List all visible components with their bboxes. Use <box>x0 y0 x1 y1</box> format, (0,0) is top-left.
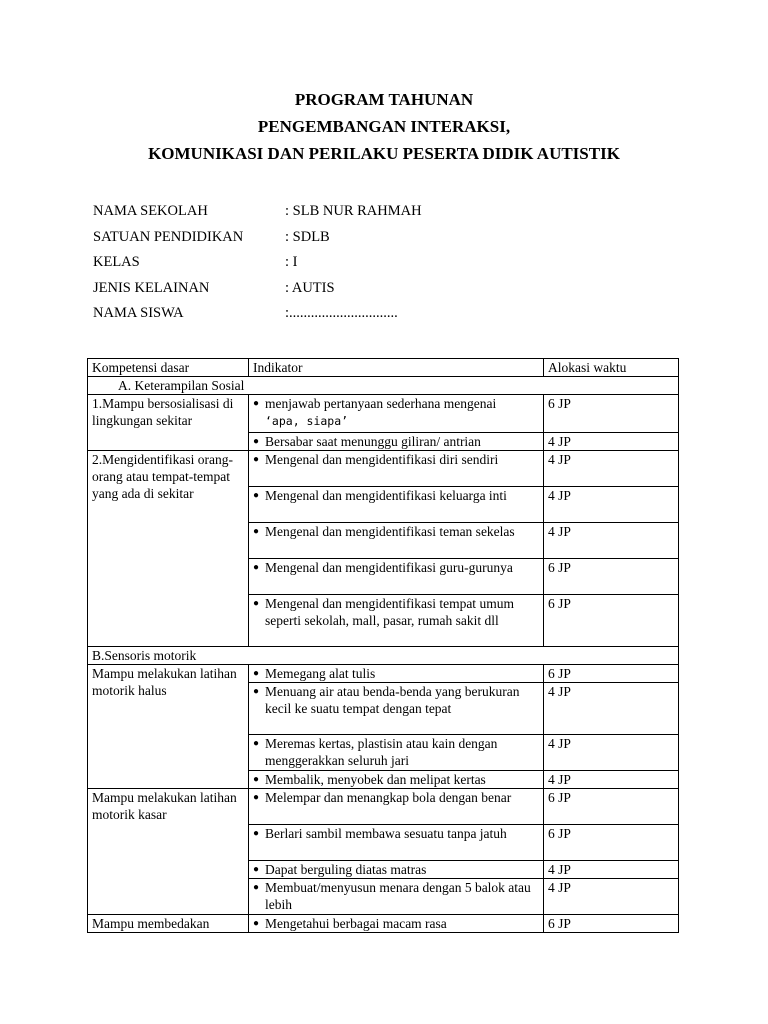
info-row-class <box>93 250 422 276</box>
indicator-cell <box>249 789 544 825</box>
title-line-1: PROGRAM TAHUNAN <box>294 90 474 109</box>
indicator-cell <box>249 523 544 559</box>
indicator-cell <box>249 861 544 879</box>
indicator-cell <box>249 683 544 735</box>
bullet-icon: ● <box>253 454 260 465</box>
indicator-cell <box>249 559 544 595</box>
indicator-text: Membuat/menyusun menara dengan 5 balok atau lebih <box>265 880 531 912</box>
indicator-text: Mengenal dan mengidentifikasi guru-gurunya <box>265 560 513 575</box>
indicator-cell <box>249 595 544 647</box>
bullet-icon: ● <box>253 774 260 785</box>
time-cell: 6 JP <box>544 559 679 595</box>
info-label: JENIS KELAINAN <box>93 279 210 296</box>
bullet-icon: ● <box>253 738 260 749</box>
indicator-text: Menuang air atau benda-benda yang berukuran kecil ke suatu tempat dengan tepat <box>265 684 520 716</box>
indicator-text: menjawab pertanyaan sederhana mengenai <box>265 396 497 411</box>
time-cell: 4 JP <box>544 523 679 559</box>
indicator-text: ‘apa, siapa’ <box>265 414 349 428</box>
time-cell: 6 JP <box>544 825 679 861</box>
section-heading: A. Keterampilan Sosial <box>88 377 679 395</box>
table-row <box>88 789 679 825</box>
indicator-text: Mengenal dan mengidentifikasi teman sekelas <box>265 524 515 539</box>
indicator-text: Bersabar saat menunggu giliran/ antrian <box>265 434 481 449</box>
title-line-2: PENGEMBANGAN INTERAKSI, <box>257 117 511 136</box>
school-info <box>93 199 422 327</box>
section-heading: B.Sensoris motorik <box>88 647 679 665</box>
indicator-cell <box>249 665 544 683</box>
time-cell: 4 JP <box>544 771 679 789</box>
time-cell: 6 JP <box>544 789 679 825</box>
table-row <box>88 915 679 933</box>
info-value: : SLB NUR RAHMAH <box>285 203 422 220</box>
time-cell: 6 JP <box>544 395 679 433</box>
indicator-cell <box>249 487 544 523</box>
document-title-block <box>0 87 768 167</box>
indicator-text: Melempar dan menangkap bola dengan benar <box>265 790 512 805</box>
time-cell: 4 JP <box>544 879 679 915</box>
info-label: SATUAN PENDIDIKAN <box>93 228 244 245</box>
indicator-cell <box>249 771 544 789</box>
bullet-icon: ● <box>253 864 260 875</box>
info-value: : SDLB <box>285 228 330 245</box>
indicator-cell <box>249 825 544 861</box>
indicator-text: Berlari sambil membawa sesuatu tanpa jatuh <box>265 826 507 841</box>
info-value: :.............................. <box>285 305 398 322</box>
section-row <box>88 377 679 395</box>
bullet-icon: ● <box>253 918 260 929</box>
program-table <box>87 358 679 933</box>
indicator-cell <box>249 433 544 451</box>
competency-cell: 2.Mengidentifikasi orang-orang atau tempat-tempat yang ada di sekitar <box>88 451 249 647</box>
bullet-icon: ● <box>253 526 260 537</box>
info-row-unit <box>93 225 422 251</box>
indicator-text: Mengenal dan mengidentifikasi diri sendiri <box>265 452 499 467</box>
title-line-3: KOMUNIKASI DAN PERILAKU PESERTA DIDIK AUTISTIK <box>148 144 620 163</box>
table-header-row <box>88 359 679 377</box>
indicator-text: Mengenal dan mengidentifikasi tempat umum seperti sekolah, mall, pasar, rumah sakit dll <box>265 596 514 628</box>
indicator-text: Mengenal dan mengidentifikasi keluarga inti <box>265 488 507 503</box>
time-cell: 4 JP <box>544 433 679 451</box>
indicator-text: Dapat berguling diatas matras <box>265 862 427 877</box>
indicator-text: Meremas kertas, plastisin atau kain dengan menggerakkan seluruh jari <box>265 736 498 768</box>
bullet-icon: ● <box>253 828 260 839</box>
time-cell: 4 JP <box>544 683 679 735</box>
time-cell: 6 JP <box>544 665 679 683</box>
indicator-text: Membalik, menyobek dan melipat kertas <box>265 772 486 787</box>
info-row-student <box>93 301 422 327</box>
bullet-icon: ● <box>253 686 260 697</box>
indicator-cell <box>249 879 544 915</box>
indicator-cell <box>249 395 544 433</box>
info-value: : I <box>285 254 298 271</box>
table-row <box>88 395 679 433</box>
info-label: NAMA SISWA <box>93 305 184 322</box>
column-header: Kompetensi dasar <box>88 359 249 377</box>
competency-cell: Mampu membedakan <box>88 915 249 933</box>
table-row <box>88 451 679 487</box>
time-cell: 6 JP <box>544 915 679 933</box>
competency-cell: Mampu melakukan latihan motorik kasar <box>88 789 249 915</box>
column-header: Alokasi waktu <box>544 359 679 377</box>
time-cell: 4 JP <box>544 861 679 879</box>
indicator-cell <box>249 451 544 487</box>
info-label: NAMA SEKOLAH <box>93 203 208 220</box>
column-header: Indikator <box>249 359 544 377</box>
info-value: : AUTIS <box>285 279 335 296</box>
indicator-cell <box>249 915 544 933</box>
bullet-icon: ● <box>253 668 260 679</box>
section-row <box>88 647 679 665</box>
indicator-text: Memegang alat tulis <box>265 666 376 681</box>
indicator-text: Mengetahui berbagai macam rasa <box>265 916 447 931</box>
bullet-icon: ● <box>253 882 260 893</box>
competency-cell: 1.Mampu bersosialisasi di lingkungan sekitar <box>88 395 249 451</box>
info-row-disability <box>93 276 422 302</box>
competency-cell: Mampu melakukan latihan motorik halus <box>88 665 249 789</box>
table-row <box>88 665 679 683</box>
bullet-icon: ● <box>253 598 260 609</box>
info-label: KELAS <box>93 254 140 271</box>
bullet-icon: ● <box>253 562 260 573</box>
time-cell: 6 JP <box>544 595 679 647</box>
indicator-cell <box>249 735 544 771</box>
time-cell: 4 JP <box>544 451 679 487</box>
bullet-icon: ● <box>253 792 260 803</box>
bullet-icon: ● <box>253 436 260 447</box>
bullet-icon: ● <box>253 398 260 409</box>
time-cell: 4 JP <box>544 487 679 523</box>
bullet-icon: ● <box>253 490 260 501</box>
time-cell: 4 JP <box>544 735 679 771</box>
info-row-school <box>93 199 422 225</box>
